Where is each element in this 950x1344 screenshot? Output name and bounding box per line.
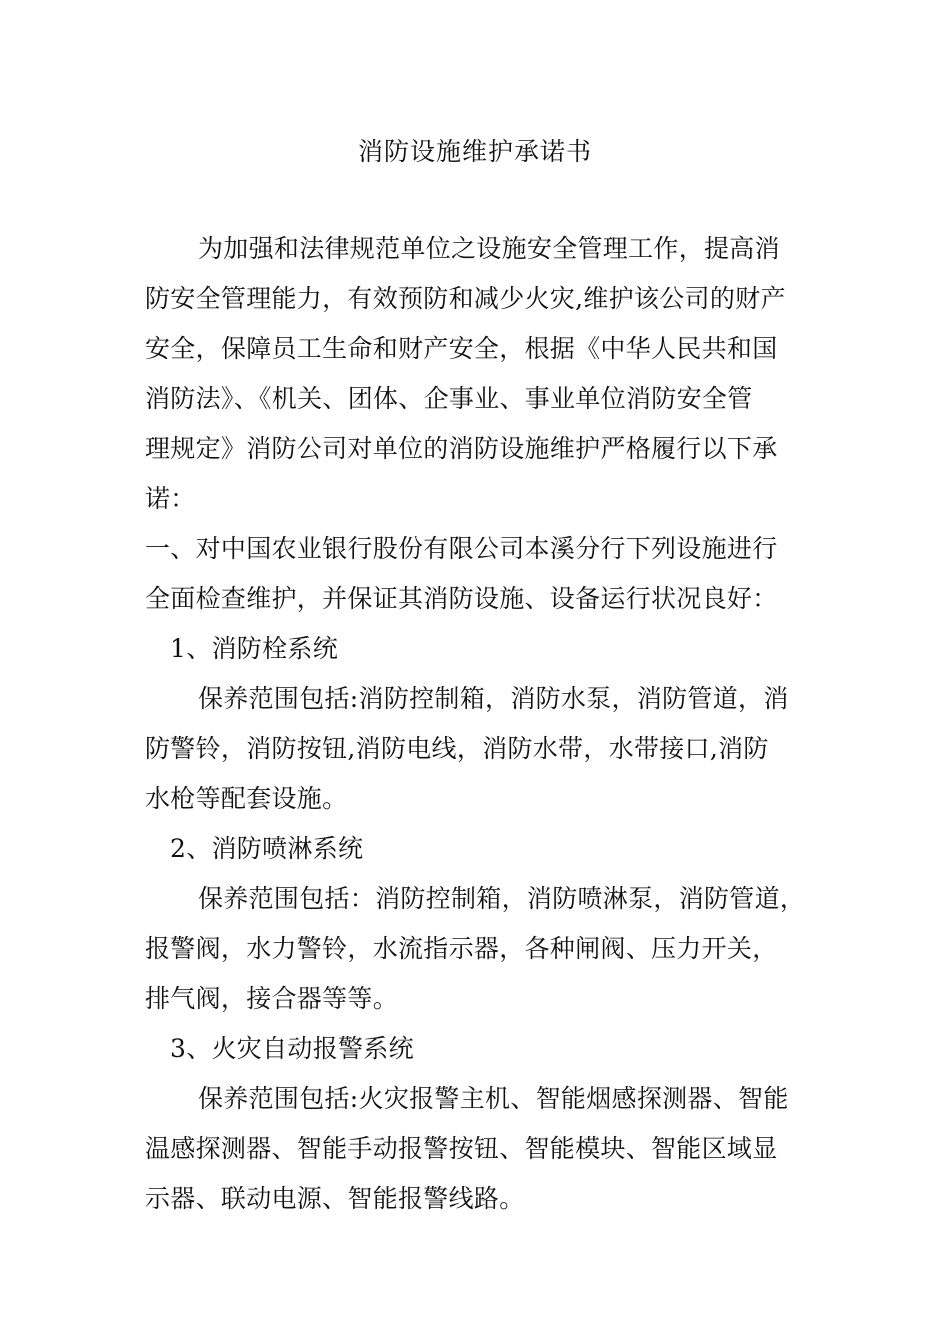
- item-heading: 1、消防栓系统: [170, 634, 339, 663]
- paragraph-line: 安全，保障员工生命和财产安全，根据《中华人民共和国: [145, 334, 778, 363]
- item-heading: 3、火灾自动报警系统: [170, 1034, 414, 1063]
- paragraph-line: 诺：: [145, 484, 196, 513]
- paragraph-line: 防安全管理能力，有效预防和减少火灾,维护该公司的财产: [145, 284, 786, 313]
- paragraph-line: 为加强和法律规范单位之设施安全管理工作，提高消: [198, 234, 780, 263]
- paragraph-line: 保养范围包括：消防控制箱，消防喷淋泵，消防管道，: [198, 884, 806, 913]
- paragraph-line: 消防法》、《机关、团体、企事业、事业单位消防安全管: [145, 384, 753, 413]
- section-heading: 一、对中国农业银行股份有限公司本溪分行下列设施进行: [145, 534, 778, 563]
- paragraph-line: 温感探测器、智能手动报警按钮、智能模块、智能区域显: [145, 1134, 778, 1163]
- paragraph-line: 防警铃，消防按钮,消防电线，消防水带，水带接口,消防: [145, 734, 769, 763]
- document-title: 消防设施维护承诺书: [357, 137, 592, 166]
- paragraph-line: 保养范围包括:火灾报警主机、智能烟感探测器、智能: [198, 1084, 789, 1113]
- paragraph-line: 排气阀，接合器等等。: [145, 984, 399, 1013]
- paragraph-line: 全面检查维护，并保证其消防设施、设备运行状况良好：: [145, 584, 778, 613]
- paragraph-line: 示器、联动电源、智能报警线路。: [145, 1184, 525, 1213]
- paragraph-line: 理规定》消防公司对单位的消防设施维护严格履行以下承: [145, 434, 778, 463]
- paragraph-line: 水枪等配套设施。: [145, 784, 348, 813]
- item-heading: 2、消防喷淋系统: [170, 834, 364, 863]
- paragraph-line: 保养范围包括:消防控制箱，消防水泵，消防管道，消: [198, 684, 789, 713]
- paragraph-line: 报警阀，水力警铃，水流指示器，各种闸阀、压力开关，: [145, 934, 778, 963]
